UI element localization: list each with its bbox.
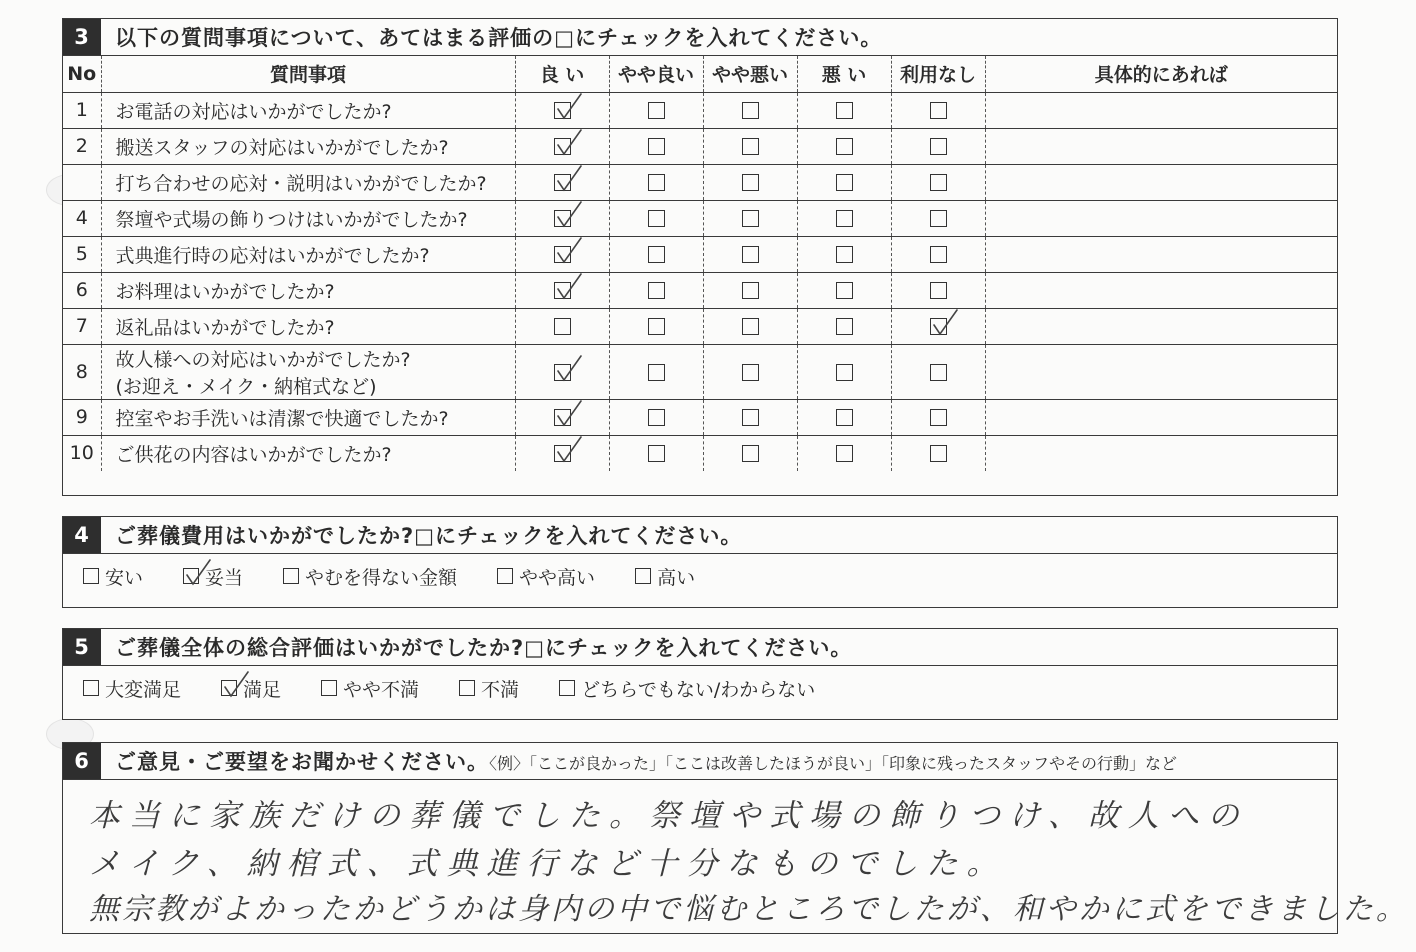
memo-cell[interactable] [985, 308, 1337, 344]
rating-cell [891, 128, 985, 164]
option-label: 高い [657, 566, 696, 589]
question-text [101, 128, 515, 164]
rating-cell [515, 164, 609, 200]
rating-cell [891, 92, 985, 128]
row-number: 7 [63, 308, 101, 344]
rating-cell [703, 399, 797, 435]
rating-cell [703, 164, 797, 200]
section-5 [62, 628, 1338, 720]
check-mark [557, 355, 583, 383]
rating-checkbox[interactable] [742, 364, 759, 381]
section-3-header [63, 19, 1337, 56]
rating-cell [797, 308, 891, 344]
rating-cell [609, 399, 703, 435]
option-checkbox[interactable] [635, 568, 651, 584]
rating-checkbox[interactable] [742, 445, 759, 462]
option-item[interactable] [83, 675, 181, 702]
question-text [101, 399, 515, 435]
rating-cell [891, 344, 985, 399]
section-6 [62, 742, 1409, 934]
option-label: 不満 [481, 678, 520, 701]
rating-checkbox[interactable] [836, 445, 853, 462]
option-item[interactable] [83, 563, 143, 590]
rating-checkbox[interactable] [554, 318, 571, 335]
option-label: 満足 [243, 678, 282, 701]
option-checkbox[interactable] [83, 680, 99, 696]
table-row [63, 272, 1337, 308]
table-row [63, 164, 1337, 200]
rating-checkbox[interactable] [930, 246, 947, 263]
option-checkbox[interactable] [183, 568, 199, 584]
rating-checkbox[interactable] [648, 364, 665, 381]
option-item[interactable] [635, 563, 695, 590]
rating-cell [609, 435, 703, 471]
rating-checkbox[interactable] [648, 445, 665, 462]
rating-checkbox[interactable] [930, 445, 947, 462]
rating-checkbox[interactable] [930, 364, 947, 381]
memo-cell[interactable] [985, 399, 1337, 435]
header-option-bad: 悪 い [797, 56, 891, 92]
question-line: 祭壇や式場の飾りつけはいかがでしたか? [115, 208, 468, 231]
section-4-header [63, 517, 1337, 554]
rating-cell [797, 128, 891, 164]
rating-cell [891, 308, 985, 344]
row-number [63, 164, 101, 200]
check-mark [557, 436, 583, 464]
rating-checkbox[interactable] [930, 282, 947, 299]
table-row [63, 308, 1337, 344]
rating-checkbox[interactable] [742, 409, 759, 426]
option-label: やや不満 [343, 678, 420, 701]
rating-cell [515, 272, 609, 308]
check-mark [933, 309, 959, 337]
option-label: やや高い [519, 566, 596, 589]
section-title: 以下の質問事項について、あてはまる評価の□にチェックを入れてください。 [115, 26, 883, 50]
memo-cell[interactable] [985, 435, 1337, 471]
check-mark [557, 237, 583, 265]
rating-cell [891, 435, 985, 471]
section-title: ご葬儀費用はいかがでしたか?□にチェックを入れてください。 [115, 524, 743, 548]
comment-line-1: 本当に家族だけの葬儀でした。祭壇や式場の飾りつけ、故人への [89, 798, 1248, 834]
rating-checkbox[interactable] [554, 138, 571, 155]
row-number: 1 [63, 92, 101, 128]
section-4 [62, 516, 1338, 608]
comment-line-3: 無宗教がよかったかどうかは身内の中で悩むところでしたが、和やかに式をできました。 [89, 892, 1409, 927]
row-number: 4 [63, 200, 101, 236]
option-label: 大変満足 [105, 678, 182, 701]
rating-cell [609, 344, 703, 399]
option-item[interactable] [283, 563, 457, 590]
table-row [63, 200, 1337, 236]
question-line: ご供花の内容はいかがでしたか? [115, 443, 392, 466]
rating-checkbox[interactable] [554, 445, 571, 462]
questionnaire-body [63, 92, 1337, 471]
row-number: 5 [63, 236, 101, 272]
question-line: お料理はいかがでしたか? [115, 280, 335, 303]
question-line: 返礼品はいかがでしたか? [115, 316, 335, 339]
rating-checkbox[interactable] [648, 138, 665, 155]
rating-checkbox[interactable] [554, 174, 571, 191]
option-item[interactable] [459, 675, 519, 702]
overall-options [63, 666, 1337, 710]
question-line: 故人様への対応はいかがでしたか? [115, 348, 411, 371]
rating-checkbox[interactable] [742, 174, 759, 191]
rating-checkbox[interactable] [554, 102, 571, 119]
rating-checkbox[interactable] [836, 138, 853, 155]
question-line: 打ち合わせの応対・説明はいかがでしたか? [115, 172, 487, 195]
header-no: No [63, 56, 101, 92]
rating-checkbox[interactable] [742, 318, 759, 335]
section-6-header [63, 743, 1337, 780]
rating-cell [703, 344, 797, 399]
comment-line-2: メイク、納棺式、式典進行など十分なものでした。 [89, 846, 1007, 882]
rating-cell [797, 344, 891, 399]
question-text [101, 92, 515, 128]
option-label: どちらでもない/わからない [581, 678, 816, 701]
handwritten-comment[interactable] [63, 780, 1409, 930]
rating-cell [891, 399, 985, 435]
row-number: 10 [63, 435, 101, 471]
question-line: 搬送スタッフの対応はいかがでしたか? [115, 136, 449, 159]
rating-cell [797, 435, 891, 471]
rating-cell [797, 92, 891, 128]
rating-checkbox[interactable] [836, 282, 853, 299]
memo-cell[interactable] [985, 200, 1337, 236]
memo-cell[interactable] [985, 236, 1337, 272]
table-row [63, 128, 1337, 164]
question-line: お電話の対応はいかがでしたか? [115, 100, 392, 123]
rating-checkbox[interactable] [742, 210, 759, 227]
rating-checkbox[interactable] [648, 246, 665, 263]
row-number: 6 [63, 272, 101, 308]
question-line-sub: (お迎え・メイク・納棺式など) [115, 375, 377, 398]
rating-checkbox[interactable] [554, 364, 571, 381]
rating-checkbox[interactable] [836, 409, 853, 426]
option-checkbox[interactable] [83, 568, 99, 584]
rating-checkbox[interactable] [554, 282, 571, 299]
memo-cell[interactable] [985, 344, 1337, 399]
row-number: 9 [63, 399, 101, 435]
rating-checkbox[interactable] [648, 409, 665, 426]
rating-checkbox[interactable] [554, 409, 571, 426]
header-option-not-used: 利用なし [891, 56, 985, 92]
rating-cell [515, 308, 609, 344]
rating-checkbox[interactable] [836, 102, 853, 119]
rating-cell [797, 272, 891, 308]
table-row [63, 236, 1337, 272]
rating-cell [703, 200, 797, 236]
rating-cell [515, 435, 609, 471]
question-line: 控室やお手洗いは清潔で快適でしたか? [115, 407, 449, 430]
option-item[interactable] [497, 563, 595, 590]
rating-cell [515, 399, 609, 435]
table-row [63, 344, 1337, 399]
rating-cell [609, 200, 703, 236]
section-title [101, 746, 1177, 776]
rating-checkbox[interactable] [742, 246, 759, 263]
rating-cell [515, 344, 609, 399]
question-text [101, 344, 515, 399]
rating-cell [797, 164, 891, 200]
rating-cell [609, 236, 703, 272]
check-mark [557, 400, 583, 428]
rating-checkbox[interactable] [930, 174, 947, 191]
section-number: 3 [63, 19, 101, 55]
header-option-fairly-good: やや良い [609, 56, 703, 92]
question-line: 式典進行時の応対はいかがでしたか? [115, 244, 430, 267]
rating-cell [797, 200, 891, 236]
section-number: 5 [63, 629, 101, 665]
option-checkbox[interactable] [321, 680, 337, 696]
rating-checkbox[interactable] [648, 282, 665, 299]
option-item[interactable] [559, 675, 815, 702]
rating-checkbox[interactable] [836, 174, 853, 191]
rating-checkbox[interactable] [554, 246, 571, 263]
rating-checkbox[interactable] [836, 318, 853, 335]
table-row [63, 435, 1337, 471]
rating-cell [703, 92, 797, 128]
cost-options [63, 554, 1337, 598]
check-mark [557, 201, 583, 229]
table-row [63, 92, 1337, 128]
rating-cell [797, 399, 891, 435]
option-checkbox[interactable] [559, 680, 575, 696]
option-checkbox[interactable] [497, 568, 513, 584]
option-item[interactable] [183, 563, 243, 590]
header-option-good: 良 い [515, 56, 609, 92]
rating-cell [797, 236, 891, 272]
rating-cell [703, 128, 797, 164]
memo-cell[interactable] [985, 272, 1337, 308]
section-title: ご葬儀全体の総合評価はいかがでしたか?□にチェックを入れてください。 [115, 636, 853, 660]
option-label: 妥当 [205, 566, 244, 589]
rating-checkbox[interactable] [554, 210, 571, 227]
question-text [101, 236, 515, 272]
rating-cell [515, 236, 609, 272]
rating-cell [891, 200, 985, 236]
header-question: 質問事項 [269, 64, 346, 87]
section-number: 6 [63, 743, 101, 779]
section-number: 4 [63, 517, 101, 553]
comments-title: ご意見・ご要望をお聞かせください。 [115, 750, 489, 774]
option-label: やむを得ない金額 [305, 566, 458, 589]
memo-cell[interactable] [985, 128, 1337, 164]
question-text [101, 435, 515, 471]
rating-checkbox[interactable] [836, 246, 853, 263]
rating-cell [703, 272, 797, 308]
rating-cell [609, 272, 703, 308]
rating-checkbox[interactable] [648, 174, 665, 191]
rating-checkbox[interactable] [742, 102, 759, 119]
option-checkbox[interactable] [283, 568, 299, 584]
question-text [101, 308, 515, 344]
rating-cell [891, 272, 985, 308]
option-label: 安い [105, 566, 144, 589]
section-5-header [63, 629, 1337, 666]
rating-cell [703, 308, 797, 344]
section-3 [62, 18, 1338, 496]
questionnaire-table [63, 56, 1337, 471]
rating-checkbox[interactable] [836, 364, 853, 381]
question-text [101, 200, 515, 236]
rating-checkbox[interactable] [742, 282, 759, 299]
rating-cell [515, 92, 609, 128]
rating-cell [609, 308, 703, 344]
option-checkbox[interactable] [221, 680, 237, 696]
rating-cell [891, 164, 985, 200]
rating-cell [703, 236, 797, 272]
table-row [63, 399, 1337, 435]
check-mark [557, 93, 583, 121]
rating-cell [515, 128, 609, 164]
header-memo: 具体的にあれば [985, 56, 1337, 92]
check-mark [557, 273, 583, 301]
rating-checkbox[interactable] [930, 102, 947, 119]
check-mark [557, 165, 583, 193]
memo-cell[interactable] [985, 164, 1337, 200]
question-text [101, 164, 515, 200]
rating-checkbox[interactable] [930, 210, 947, 227]
option-item[interactable] [321, 675, 419, 702]
rating-cell [703, 435, 797, 471]
rating-cell [609, 164, 703, 200]
rating-checkbox[interactable] [836, 210, 853, 227]
row-number: 8 [63, 344, 101, 399]
check-mark [557, 129, 583, 157]
rating-cell [609, 128, 703, 164]
header-option-fairly-bad: やや悪い [703, 56, 797, 92]
rating-cell [609, 92, 703, 128]
row-number: 2 [63, 128, 101, 164]
rating-checkbox[interactable] [648, 318, 665, 335]
memo-cell[interactable] [985, 92, 1337, 128]
question-text [101, 272, 515, 308]
rating-cell [891, 236, 985, 272]
rating-checkbox[interactable] [648, 210, 665, 227]
rating-checkbox[interactable] [930, 318, 947, 335]
comments-example: 〈例〉「ここが良かった」「ここは改善したほうが良い」「印象に残ったスタッフやその行動」など [489, 754, 1178, 773]
rating-checkbox[interactable] [742, 138, 759, 155]
rating-checkbox[interactable] [648, 102, 665, 119]
option-checkbox[interactable] [459, 680, 475, 696]
rating-checkbox[interactable] [930, 138, 947, 155]
rating-cell [515, 200, 609, 236]
rating-checkbox[interactable] [930, 409, 947, 426]
option-item[interactable] [221, 675, 281, 702]
